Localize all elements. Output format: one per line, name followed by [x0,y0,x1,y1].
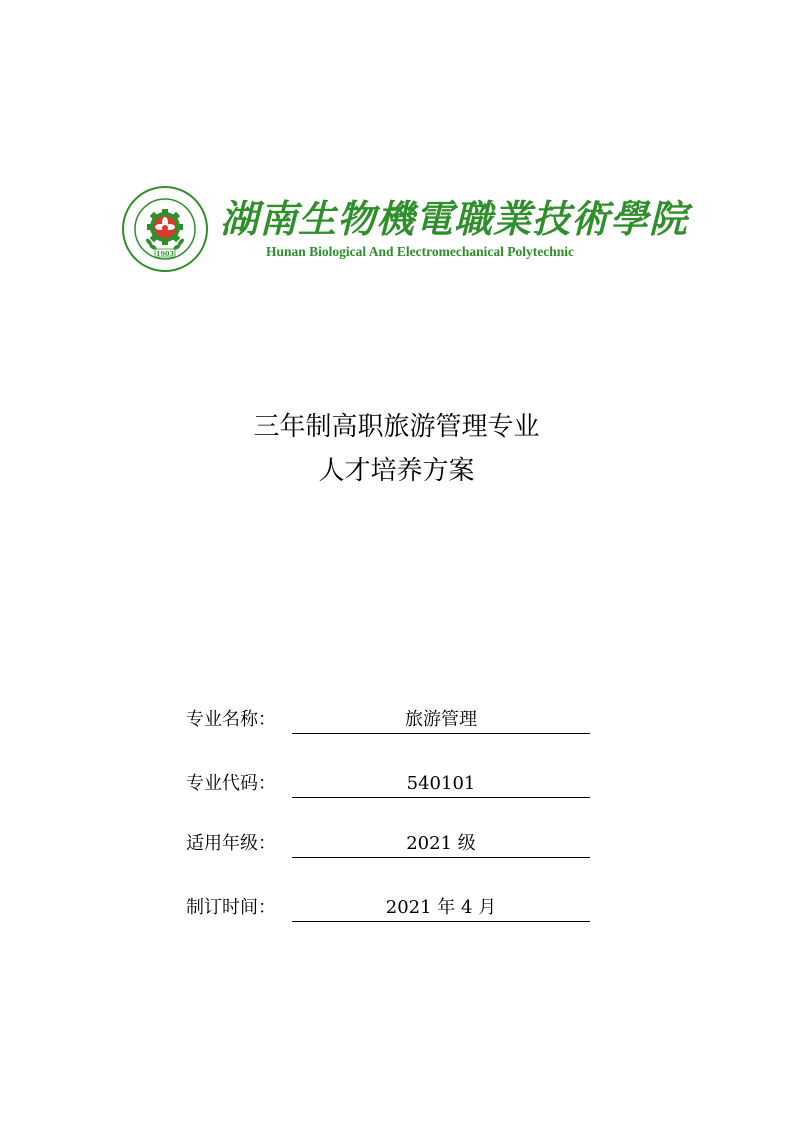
info-label: 专业名称： [186,709,276,730]
info-value: 2021 级 [292,831,590,858]
info-value: 540101 [292,771,590,798]
school-name-english: Hunan Biological And Electromechanical Polytechnic [266,244,575,259]
info-value: 2021 年 4 月 [292,895,590,922]
school-emblem-icon [122,186,208,272]
info-value: 旅游管理 [292,707,590,734]
info-label: 适用年级： [186,833,276,854]
document-title-line-1: 三年制高职旅游管理专业 [253,412,540,442]
info-row-major-code [186,771,596,801]
logo-year: 1903 [155,250,175,258]
info-label: 专业代码： [186,773,276,794]
info-row-major-name [186,707,596,737]
info-row-revision-date [186,895,596,925]
info-row-applicable-grade [186,831,596,861]
school-name-chinese: 湖南生物機電職業技術學院 [220,196,689,241]
document-title-line-2: 人才培养方案 [318,456,475,486]
info-label: 制订时间： [186,897,276,918]
school-logo [122,186,208,272]
